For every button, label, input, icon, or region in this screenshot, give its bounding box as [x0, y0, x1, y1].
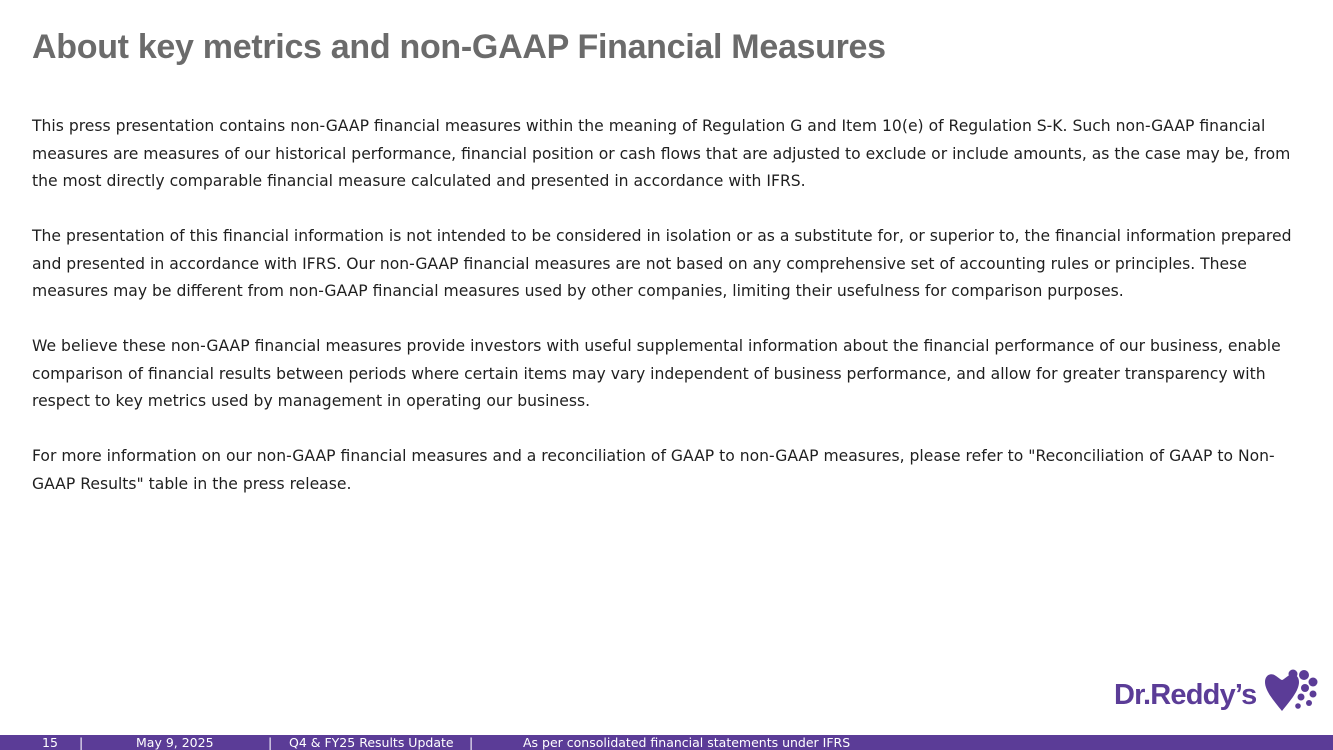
footer-date: May 9, 2025: [136, 735, 214, 750]
body-text: [32, 113, 1294, 526]
footer-separator: |: [79, 735, 84, 750]
paragraph-presentation-disclaimer: The presentation of this financial information is not intended to be considered in isolation or as a substitute for, or superior to, the financial information prepared and presented in accordance with IFRS. Our non-GAAP financial measures are not based on any comprehensive set of accounting rules or principles. These measures may be different from non-GAAP financial measures used by other companies, limiting their usefulness for comparison purposes.: [32, 227, 1292, 300]
footer-bar: [0, 735, 1333, 750]
paragraph-investor-usefulness: We believe these non-GAAP financial measures provide investors with useful supplemental information about the financial performance of our business, enable comparison of financial results between periods where certain items may vary independent of business performance, and allow for greater transparency with respect to key metrics used by management in operating our business.: [32, 337, 1281, 410]
paragraph-reconciliation-reference: For more information on our non-GAAP financial measures and a reconciliation of GAAP to non-GAAP measures, please refer to "Reconciliation of GAAP to Non-GAAP Results" table in the press release.: [32, 447, 1275, 493]
company-logo: [1114, 670, 1318, 720]
footer-report-name: Q4 & FY25 Results Update: [289, 735, 454, 750]
footer-ifrs-note: As per consolidated financial statements under IFRS: [523, 735, 851, 750]
slide-title: About key metrics and non-GAAP Financial Measures: [32, 28, 886, 66]
footer-page-number: 15: [42, 735, 58, 750]
logo-wordmark: Dr.Reddy’s: [1114, 678, 1257, 711]
dr-reddys-dots-logo-icon: [1262, 669, 1318, 721]
paragraph-non-gaap-definition: This press presentation contains non-GAAP financial measures within the meaning of Regulation G and Item 10(e) of Regulation S-K. Such non-GAAP financial measures are measures of our historical performance, financial position or cash flows that are adjusted to exclude or include amounts, as the case may be, from the most directly comparable financial measure calculated and presented in accordance with IFRS.: [32, 117, 1291, 190]
footer-separator: |: [469, 735, 474, 750]
footer-separator: |: [268, 735, 273, 750]
